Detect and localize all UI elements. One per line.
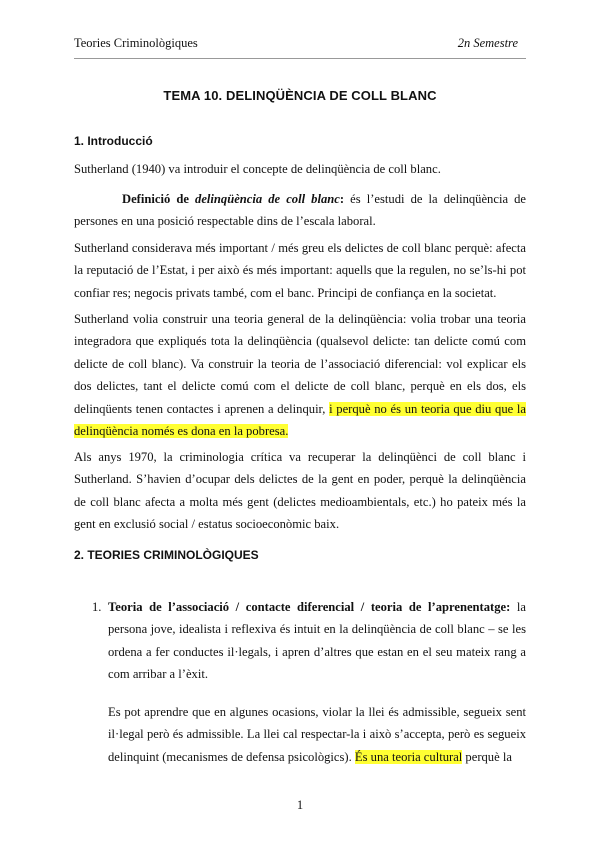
paragraph-intro: Sutherland (1940) va introduir el concepte de delinqüència de coll blanc. bbox=[74, 162, 441, 176]
highlighted-text: i perquè no és un teoria que diu que la delinqüència només es dona en la pobresa. bbox=[74, 401, 526, 439]
list-item-heading: Teoria de l’associació / contacte diferencial / teoria de l’aprenentatge: bbox=[108, 600, 511, 614]
paragraph-learning bbox=[108, 701, 526, 768]
learning-text: Es pot aprendre que en algunes ocasions, violar la llei és admissible, segueix sent il·legal però és admissible. La llei cal respectar-la i això s’accepta, però es segueix delinquint (mecanismes de defensa psicològics). bbox=[108, 705, 526, 764]
definition-label: Definició de bbox=[122, 192, 196, 206]
page-number: 1 bbox=[296, 798, 304, 812]
definition-text: és l’estudi de la delinqüència de persones en una posició respectable dins de l’escala laboral. bbox=[74, 192, 526, 229]
header-course-title: Teories Criminològiques bbox=[74, 36, 198, 50]
document-title: TEMA 10. DELINQÜÈNCIA DE COLL BLANC bbox=[163, 88, 437, 103]
page-header bbox=[74, 36, 526, 56]
highlighted-text-cultural: És una teoria cultural bbox=[354, 749, 463, 764]
section-heading-teories: 2. TEORIES CRIMINOLÒGIQUES bbox=[74, 548, 259, 562]
paragraph-1970s: Als anys 1970, la criminologia crítica va recuperar la delinqüènci de coll blanc i Sutherland. S’havien d’ocupar dels delictes de la gent en poder, perquè la delinqüència de coll blanc afecta a molta més gent (delictes medioambientals, etc.) ho pateix més la gent en exclusió social / estatus socioeconòmic baix. bbox=[74, 450, 526, 532]
learning-text-end: perquè la bbox=[462, 749, 512, 764]
paragraph-importance: Sutherland considerava més important / més greu els delictes de coll blanc perquè: afecta la reputació de l’Estat, i per això és més important: aquells que la regulen, no se’ls-hi pot confiar res; negocis privats també, com el banc. Principi de confiança en la societat. bbox=[74, 241, 526, 300]
list-item-text bbox=[108, 596, 526, 686]
list-item-body: la persona jove, idealista i reflexiva és intuit en la delinqüència de coll blanc – se les ordena a fer conductes il·legals, i apren d’altres que estan en el seu mateix rang a com arribar a l’èxit. bbox=[108, 600, 526, 682]
header-semester: 2n Semestre bbox=[457, 36, 518, 50]
paragraph-general-theory bbox=[74, 308, 526, 442]
list-item-number: 1. bbox=[92, 600, 102, 614]
section-heading-introduccio: 1. Introducció bbox=[74, 134, 153, 148]
general-theory-text: Sutherland volia construir una teoria general de la delinqüència: volia trobar una teoria integradora que expliqués tota la delinqüència (qualsevol delicte: tan delicte comú com delicte de coll blanc). Va construir la teoria de l’associació diferencial: vol explicar els dos delictes, tant el delicte comú com el delicte de coll blanc, perquè en els dos, els delinqüents tenen contactes i aprenen a delinquir, bbox=[74, 312, 526, 416]
paragraph-definition bbox=[74, 188, 526, 233]
definition-term: delinqüència de coll blanc bbox=[195, 192, 340, 206]
header-divider bbox=[74, 58, 526, 59]
definition-colon: : bbox=[339, 192, 345, 206]
